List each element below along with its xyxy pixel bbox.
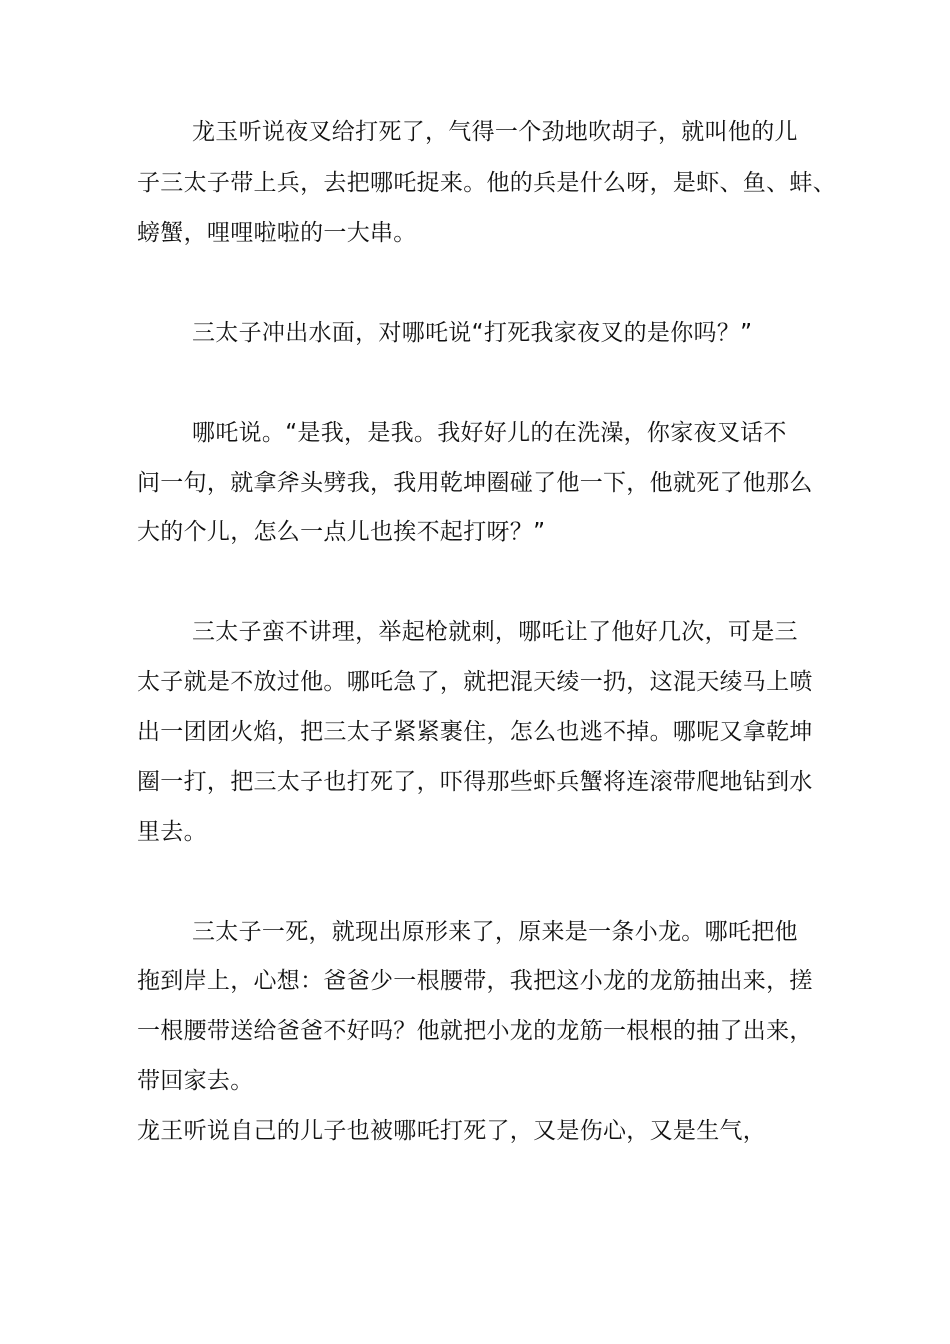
text-line: 螃蟹，哩哩啦啦的一大串。 (137, 220, 417, 246)
text-line: 三太子冲出水面，对哪吒说“打死我家夜叉的是你吗？” (192, 320, 753, 346)
text-line: 圈一打，把三太子也打死了，吓得那些虾兵蟹将连滚带爬地钻到水 (137, 769, 813, 795)
text-line: 出一团团火焰，把三太子紧紧裹住，怎么也逃不掉。哪呢又拿乾坤 (137, 719, 813, 745)
text-line: 三太子蛮不讲理，举起枪就刺，哪吒让了他好几次，可是三 (192, 619, 798, 645)
text-line: 子三太子带上兵，去把哪吒捉来。他的兵是什么呀，是虾、鱼、蚌、 (137, 170, 836, 196)
text-line: 带回家去。 (137, 1068, 254, 1094)
text-line: 龙王听说自己的儿子也被哪吒打死了，又是伤心，又是生气， (137, 1118, 767, 1144)
text-line: 大的个儿，怎么一点儿也挨不起打呀？” (137, 519, 546, 545)
text-line: 里去。 (137, 819, 207, 845)
text-line: 龙玉听说夜叉给打死了，气得一个劲地吹胡子，就叫他的儿 (192, 119, 798, 145)
text-line: 拖到岸上，心想：爸爸少一根腰带，我把这小龙的龙筋抽出来，搓 (137, 968, 813, 994)
text-line: 三太子一死，就现出原形来了，原来是一条小龙。哪吒把他 (192, 919, 798, 945)
text-line: 问一句，就拿斧头劈我，我用乾坤圈碰了他一下，他就死了他那么 (137, 470, 813, 496)
text-line: 哪吒说。“是我，是我。我好好儿的在洗澡，你家夜叉话不 (192, 420, 787, 446)
text-line: 一根腰带送给爸爸不好吗？他就把小龙的龙筋一根根的抽了出来， (137, 1018, 813, 1044)
text-line: 太子就是不放过他。哪吒急了，就把混天绫一扔，这混天绫马上喷 (137, 669, 813, 695)
